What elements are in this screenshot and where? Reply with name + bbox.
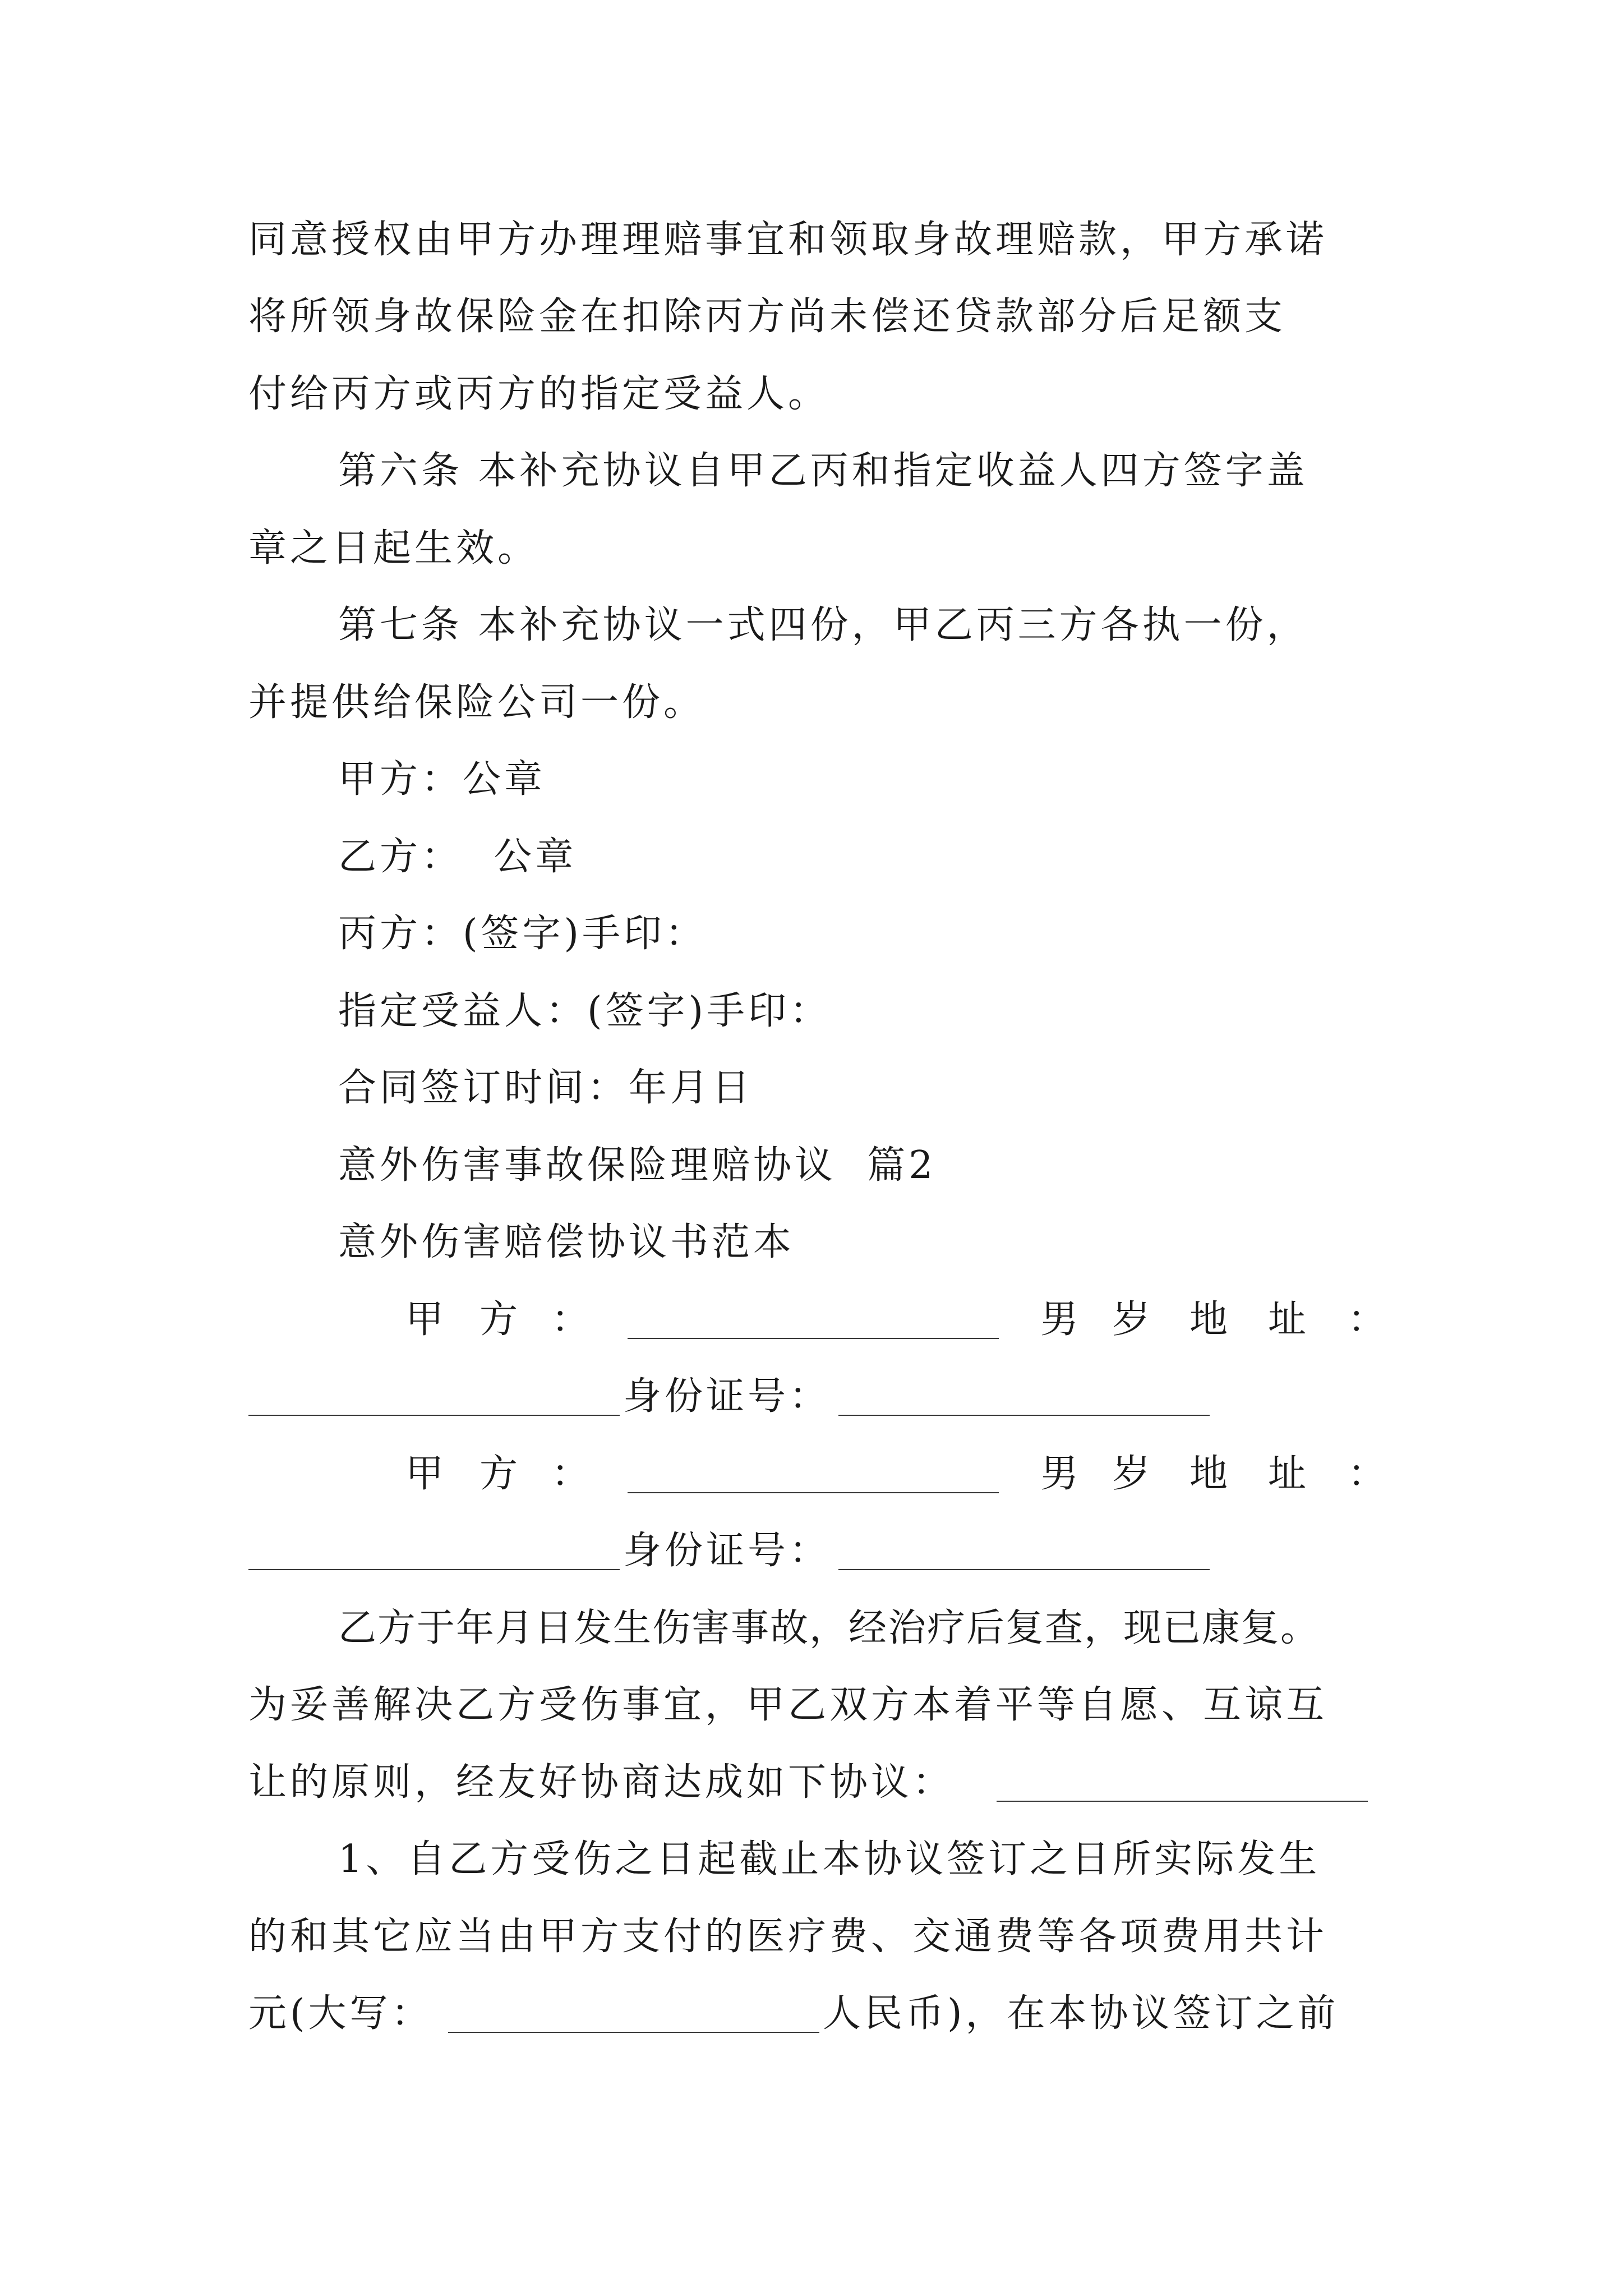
party-row: [248, 1447, 1393, 1501]
section-heading: 意外伤害事故保险理赔协议 篇2: [338, 1143, 937, 1188]
party-label-colon: ：: [551, 1452, 593, 1496]
text-line: 让的原则，经友好协商达成如下协议：: [248, 1760, 955, 1805]
party-label-colon: ：: [551, 1297, 593, 1342]
party-b-signature: 乙方： 公章: [338, 835, 577, 879]
id-number-blank: [838, 1381, 1210, 1416]
amount-prefix: 元(大写：: [248, 1991, 433, 2036]
address-label-char: 地: [1189, 1452, 1232, 1496]
id-number-label: 身份证号：: [623, 1374, 831, 1419]
paragraph-line: 第六条 本补充协议自甲乙丙和指定收益人四方签字盖: [338, 449, 1308, 493]
paragraph-line: [248, 1756, 1393, 1810]
agreement-blank: [997, 1767, 1368, 1802]
address-blank: [248, 1381, 620, 1416]
sign-date: 合同签订时间：年月日: [338, 1066, 754, 1110]
party-label-char: 甲: [405, 1452, 448, 1496]
address-label-char: 地: [1189, 1297, 1232, 1342]
paragraph-line: 为妥善解决乙方受伤事宜，甲乙双方本着平等自愿、互谅互: [248, 1683, 1328, 1727]
party-c-signature: 丙方：(签字)手印：: [338, 912, 707, 956]
party-a-signature: 甲方：公章: [338, 757, 546, 802]
paragraph-line: 付给丙方或丙方的指定受益人。: [248, 372, 830, 416]
party-id-row: [248, 1524, 1393, 1578]
paragraph-line: [248, 1987, 1393, 2041]
age-label: 岁: [1112, 1452, 1154, 1496]
address-colon: ：: [1348, 1452, 1390, 1496]
amount-suffix: 人民币)，在本协议签订之前: [823, 1991, 1339, 2036]
gender-label: 男: [1040, 1452, 1082, 1496]
party-label-char: 甲: [405, 1297, 448, 1342]
beneficiary-signature: 指定受益人：(签字)手印：: [338, 989, 832, 1033]
id-number-blank: [838, 1535, 1210, 1570]
party-row: [248, 1293, 1393, 1347]
name-blank: [628, 1458, 999, 1493]
id-number-label: 身份证号：: [623, 1529, 831, 1573]
paragraph-line: 的和其它应当由甲方支付的医疗费、交通费等各项费用共计: [248, 1915, 1328, 1959]
age-label: 岁: [1112, 1297, 1154, 1342]
name-blank: [628, 1304, 999, 1339]
party-label-char: 方: [479, 1452, 522, 1496]
paragraph-line: [248, 213, 1393, 267]
section-subtitle: 意外伤害赔偿协议书范本: [338, 1220, 795, 1264]
party-label-char: 方: [479, 1297, 522, 1342]
paragraph-line: 乙方于年月日发生伤害事故，经治疗后复查，现已康复。: [338, 1606, 1320, 1650]
amount-blank: [448, 1998, 819, 2033]
paragraph-line: 第七条 本补充协议一式四份，甲乙丙三方各执一份，: [338, 603, 1308, 647]
gender-label: 男: [1040, 1297, 1082, 1342]
address-label-char: 址: [1268, 1452, 1310, 1496]
address-blank: [248, 1535, 620, 1570]
paragraph-line: 并提供给保险公司一份。: [248, 680, 706, 725]
party-id-row: [248, 1370, 1393, 1424]
address-label-char: 址: [1268, 1297, 1310, 1342]
paragraph-line: 章之日起生效。: [248, 526, 540, 570]
address-colon: ：: [1348, 1297, 1390, 1342]
paragraph-line: 1、自乙方受伤之日起截止本协议签订之日所实际发生: [338, 1837, 1321, 1881]
paragraph-line: 将所领身故保险金在扣除丙方尚未偿还贷款部分后足额支: [248, 295, 1287, 339]
text-line: 同意授权由甲方办理理赔事宜和领取身故理赔款，甲方承诺: [248, 218, 1328, 262]
